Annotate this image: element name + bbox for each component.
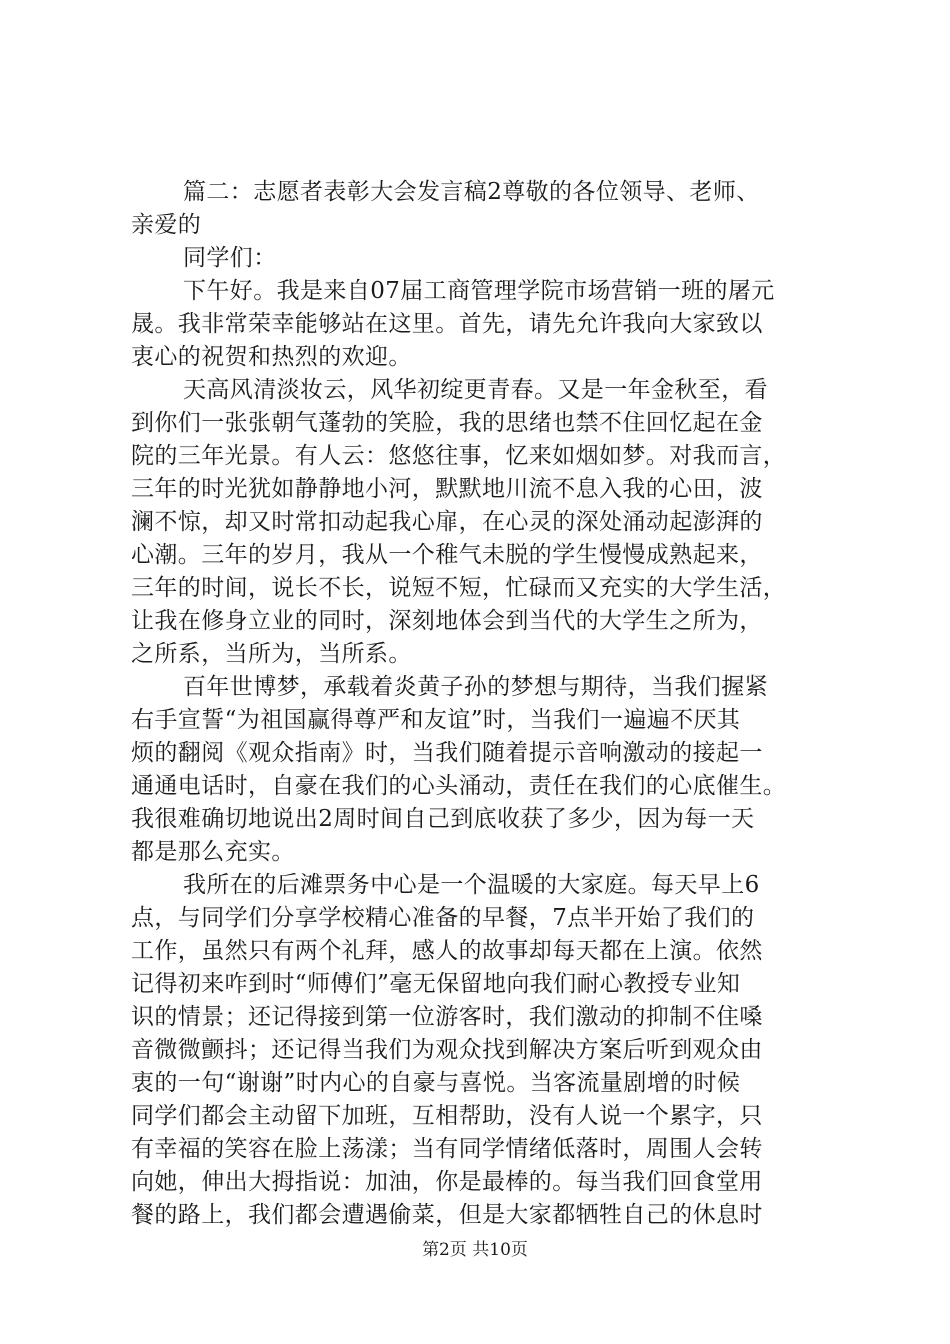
text-line: 衷的一句“谢谢”时内心的自豪与喜悦。当客流量剧增的时候 [131,1070,741,1096]
text-line: 工作，虽然只有两个礼拜，感人的故事却每天都在上演。依然 [131,938,763,964]
text-line: 我所在的后滩票务中心是一个温暖的大家庭。每天早上6 [183,872,760,898]
text-line: 同学们都会主动留下加班，互相帮助，没有人说一个累字，只 [131,1103,763,1129]
text-line: 衷心的祝贺和热烈的欢迎。 [131,344,412,370]
text-line: 都是那么充实。 [131,839,295,865]
text-line: 有幸福的笑容在脸上荡漾；当有同学情绪低落时，周围人会转 [131,1136,763,1162]
text-line: 右手宣誓“为祖国赢得尊严和友谊”时，当我们一遍遍不厌其 [131,707,741,733]
text-line: 澜不惊，却又时常扣动起我心扉，在心灵的深处涌动起澎湃的 [131,509,763,535]
text-line: 晟。我非常荣幸能够站在这里。首先，请先允许我向大家致以 [131,311,763,337]
text-line: 我很难确切地说出2周时间自己到底收获了多少，因为每一天 [131,806,755,832]
text-line: 向她，伸出大拇指说：加油，你是最棒的。每当我们回食堂用 [131,1169,763,1195]
text-line: 三年的时光犹如静静地小河，默默地川流不息入我的心田，波 [131,476,763,502]
text-line: 天高风清淡妆云，风华初绽更青春。又是一年金秋至，看 [183,377,768,403]
text-line: 百年世博梦，承载着炎黄子孙的梦想与期待，当我们握紧 [183,674,768,700]
text-line: 下午好。我是来自07届工商管理学院市场营销一班的屠元 [183,278,775,304]
text-line: 烦的翻阅《观众指南》时，当我们随着提示音响激动的接起一 [131,740,763,766]
page-footer: 第2页 共10页 [422,1240,528,1260]
text-line: 院的三年光景。有人云：悠悠往事，忆来如烟如梦。对我而言， [131,443,787,469]
text-line: 记得初来咋到时“师傅们”毫无保留地向我们耐心教授专业知 [131,971,741,997]
text-line: 点，与同学们分享学校精心准备的早餐，7点半开始了我们的 [131,905,755,931]
text-line: 篇二：志愿者表彰大会发言稿2尊敬的各位领导、老师、 [183,179,760,205]
text-line: 心潮。三年的岁月，我从一个稚气未脱的学生慢慢成熟起来， [131,542,763,568]
text-line: 餐的路上，我们都会遭遇偷菜，但是大家都牺牲自己的休息时 [131,1202,763,1228]
text-line: 识的情景；还记得接到第一位游客时，我们激动的抑制不住嗓 [131,1004,763,1030]
text-line: 到你们一张张朝气蓬勃的笑脸，我的思绪也禁不住回忆起在金 [131,410,763,436]
text-line: 通通电话时，自豪在我们的心头涌动，责任在我们的心底催生。 [131,773,787,799]
text-line: 音微微颤抖；还记得当我们为观众找到解决方案后听到观众由 [131,1037,763,1063]
text-line: 三年的时间，说长不长，说短不短，忙碌而又充实的大学生活， [131,575,787,601]
text-line: 同学们： [183,245,277,271]
text-line: 亲爱的 [131,212,202,238]
text-line: 之所系，当所为，当所系。 [131,641,412,667]
text-line: 让我在修身立业的同时，深刻地体会到当代的大学生之所为， [131,608,763,634]
